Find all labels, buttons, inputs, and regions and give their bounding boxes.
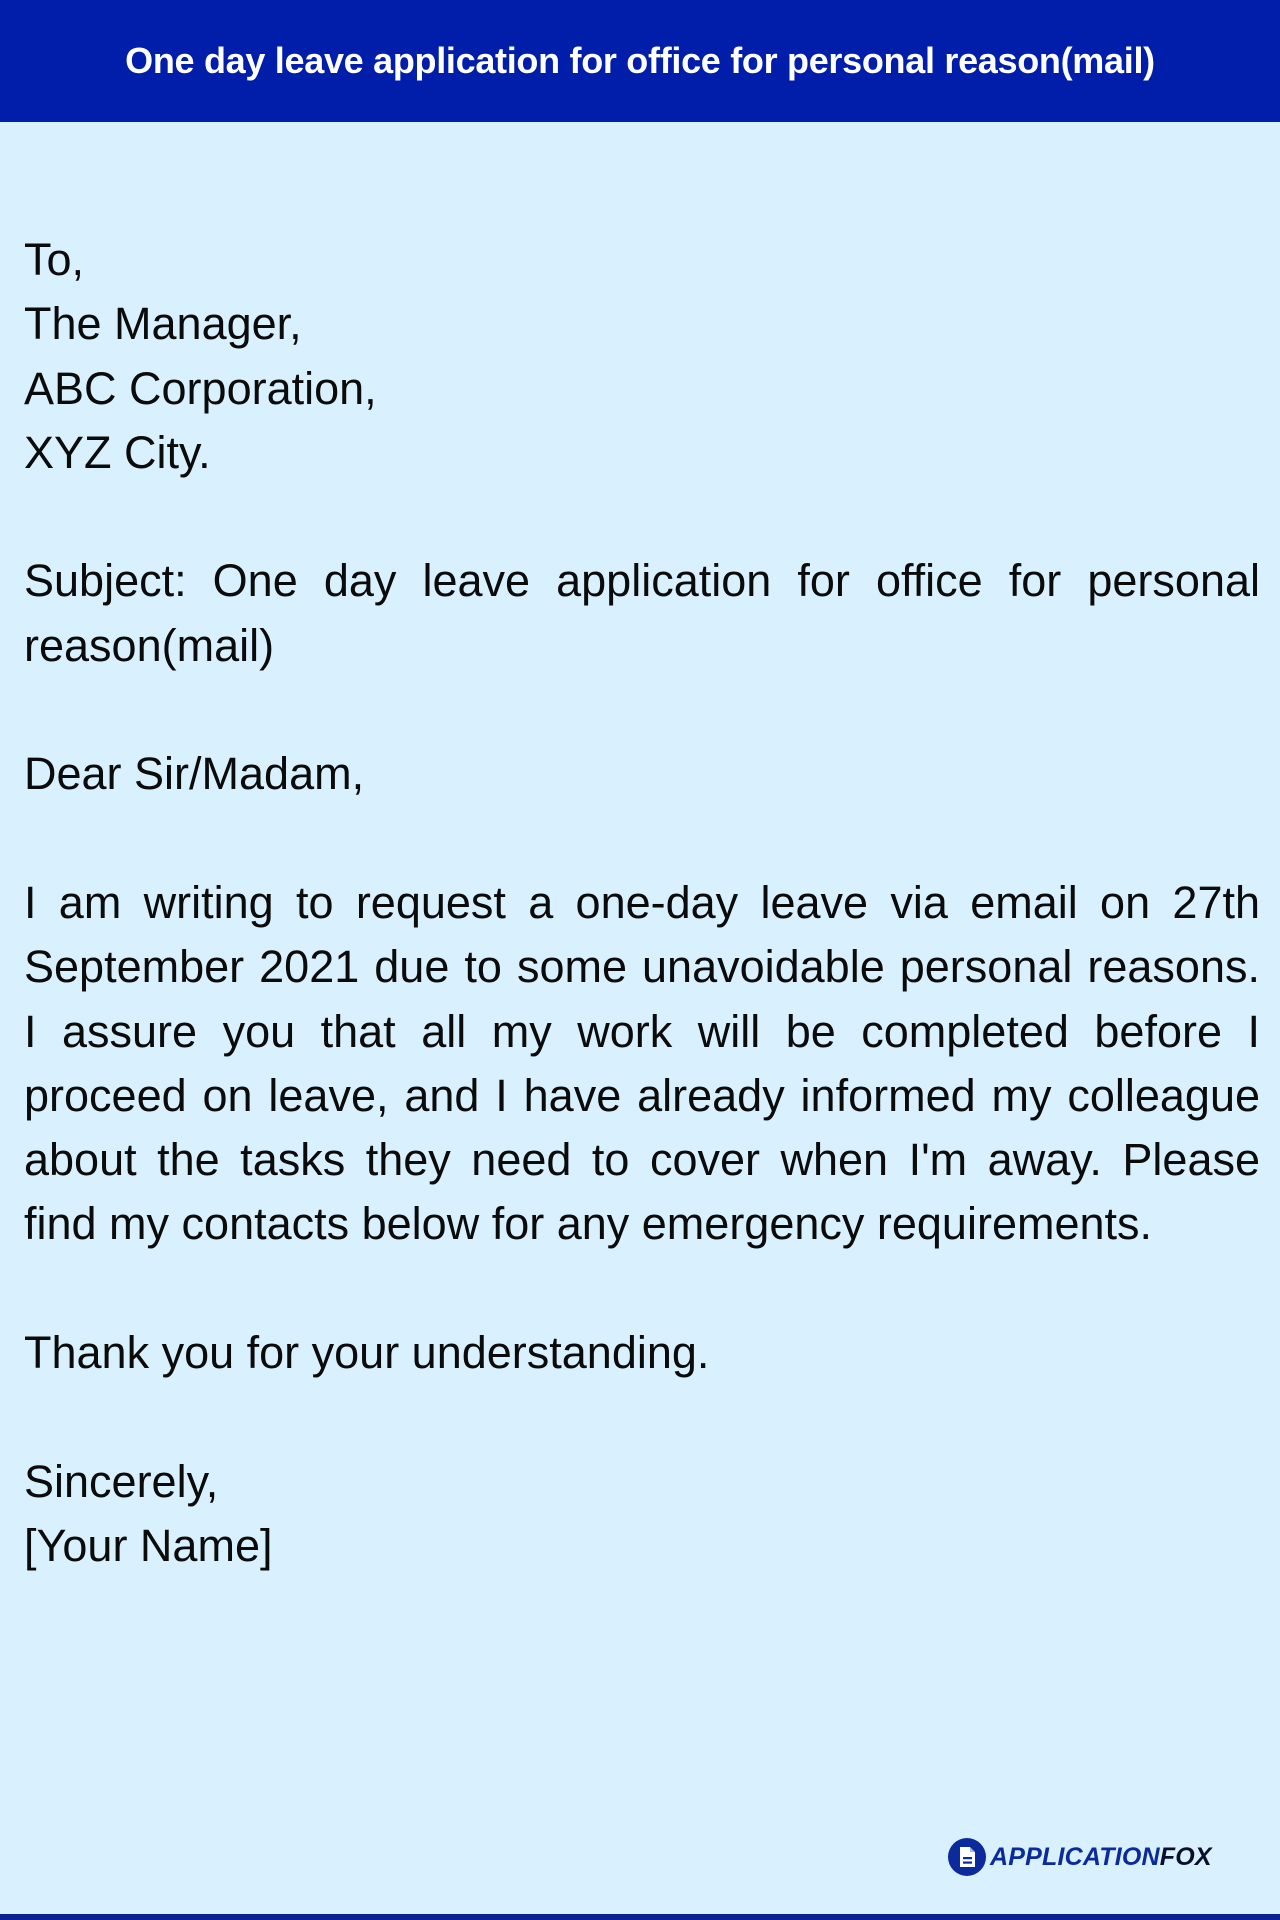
applicationfox-logo	[948, 1838, 1212, 1876]
page-title: One day leave application for office for personal reason(mail)	[125, 40, 1155, 81]
address-line: XYZ City.	[24, 426, 211, 478]
spacer	[24, 807, 1260, 871]
body-paragraph: I am writing to request a one-day leave via email on 27th September 2021 due to some unavoidable personal reasons. I assure you that all my work will be completed before I proceed on leave, and I have already informed my colleague about the tasks they need to cover when I'm away. Please find my contacts below for any emergency requirements.	[24, 876, 1260, 1250]
spacer	[24, 1385, 1260, 1449]
thanks-line: Thank you for your understanding.	[24, 1327, 710, 1379]
address-line: The Manager,	[24, 298, 302, 350]
spacer	[24, 1257, 1260, 1321]
logo-text-application: APPLICATION	[990, 1842, 1160, 1871]
address-line: ABC Corporation,	[24, 362, 377, 414]
page-header	[0, 0, 1280, 122]
salutation: Dear Sir/Madam,	[24, 748, 365, 800]
subject-line: Subject: One day leave application for office for personal reason(mail)	[24, 555, 1260, 671]
bottom-bar	[0, 1914, 1280, 1920]
spacer	[24, 485, 1260, 549]
signature: [Your Name]	[24, 1519, 273, 1571]
spacer	[24, 678, 1260, 742]
letter-body	[24, 228, 1260, 1578]
closing: Sincerely,	[24, 1455, 219, 1507]
address-line: To,	[24, 234, 85, 285]
logo-text-fox: FOX	[1159, 1842, 1212, 1871]
document-icon	[948, 1838, 986, 1876]
